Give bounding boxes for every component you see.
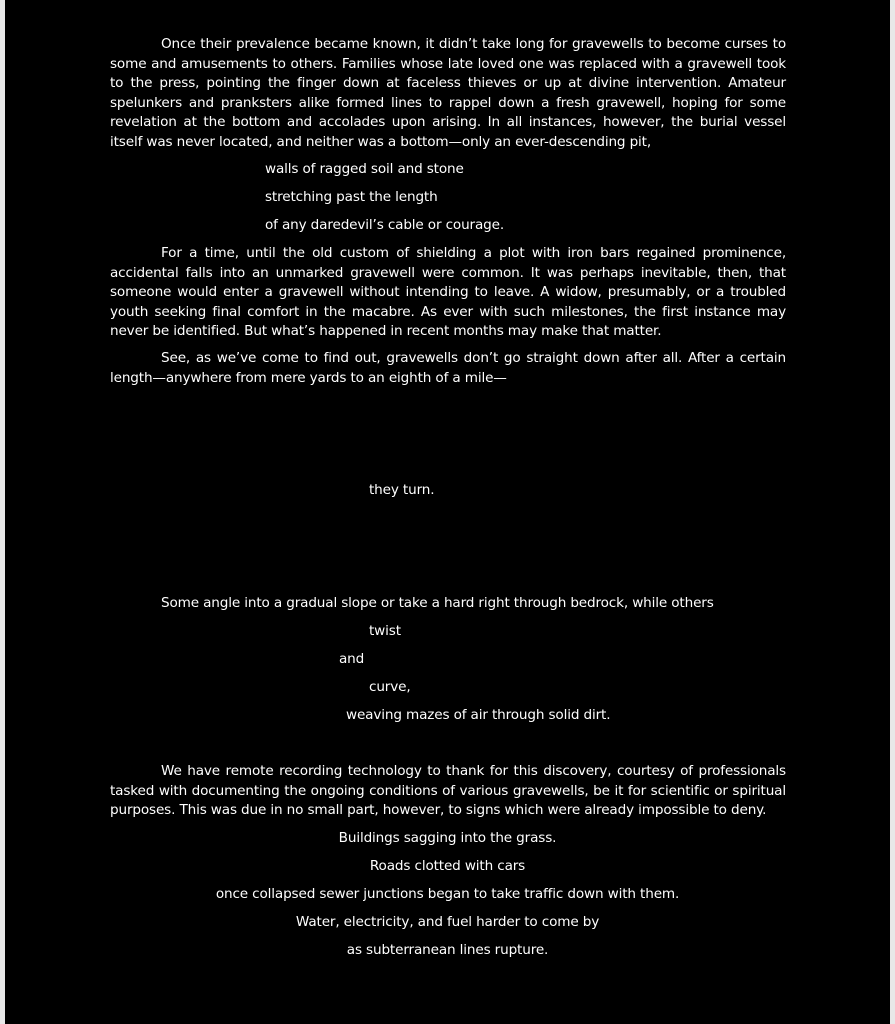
turn-line: twist bbox=[369, 623, 401, 639]
signs-line: Roads clotted with cars bbox=[369, 858, 526, 874]
turn-line: curve, bbox=[369, 679, 411, 695]
verse-line: walls of ragged soil and stone bbox=[265, 161, 464, 177]
turn-line: Some angle into a gradual slope or take a hard right through bedrock, while others bbox=[161, 595, 714, 611]
they-turn-line: they turn. bbox=[369, 482, 435, 498]
verse-line: stretching past the length bbox=[265, 189, 438, 205]
signs-line: once collapsed sewer junctions began to take traffic down with them. bbox=[215, 886, 680, 902]
paragraph-straight-down: See, as we’ve come to find out, gravewells don’t go straight down after all. After a certain length—anywhere from mere yards to an eighth of a mile— bbox=[110, 350, 786, 386]
document-page bbox=[5, 0, 890, 1024]
turn-line: weaving mazes of air through solid dirt. bbox=[346, 707, 611, 723]
signs-line: Water, electricity, and fuel harder to come by bbox=[295, 914, 600, 930]
paragraph-recording: We have remote recording technology to thank for this discovery, courtesy of professionals tasked with documenting the ongoing conditions of various gravewells, be it for scientific or spiritual purposes. This was due in no small part, however, to signs which were already impossible to deny. bbox=[110, 763, 786, 818]
paragraph-accidental-falls: For a time, until the old custom of shielding a plot with iron bars regained prominence, accidental falls into an unmarked gravewell were common. It was perhaps inevitable, then, that someone would enter a gravewell without intending to leave. A widow, presumably, or a troubled youth seeking final comfort in the macabre. As ever with such milestones, the first instance may never be identified. But what’s happened in recent months may make that matter. bbox=[110, 245, 786, 339]
signs-line: Buildings sagging into the grass. bbox=[338, 830, 557, 846]
signs-line: as subterranean lines rupture. bbox=[346, 942, 549, 958]
verse-line: of any daredevil’s cable or courage. bbox=[265, 217, 505, 233]
paragraph-prevalence: Once their prevalence became known, it didn’t take long for gravewells to become curses to some and amusements to others. Families whose late loved one was replaced with a gravewell took to the press, pointing the finger down at faceless thieves or up at divine intervention. Amateur spelunkers and pranksters alike formed lines to rappel down a fresh gravewell, hoping for some revelation at the bottom and accolades upon arising. In all instances, however, the burial vessel itself was never located, and neither was a bottom—only an ever-descending pit, bbox=[110, 36, 786, 150]
turn-line: and bbox=[339, 651, 365, 667]
